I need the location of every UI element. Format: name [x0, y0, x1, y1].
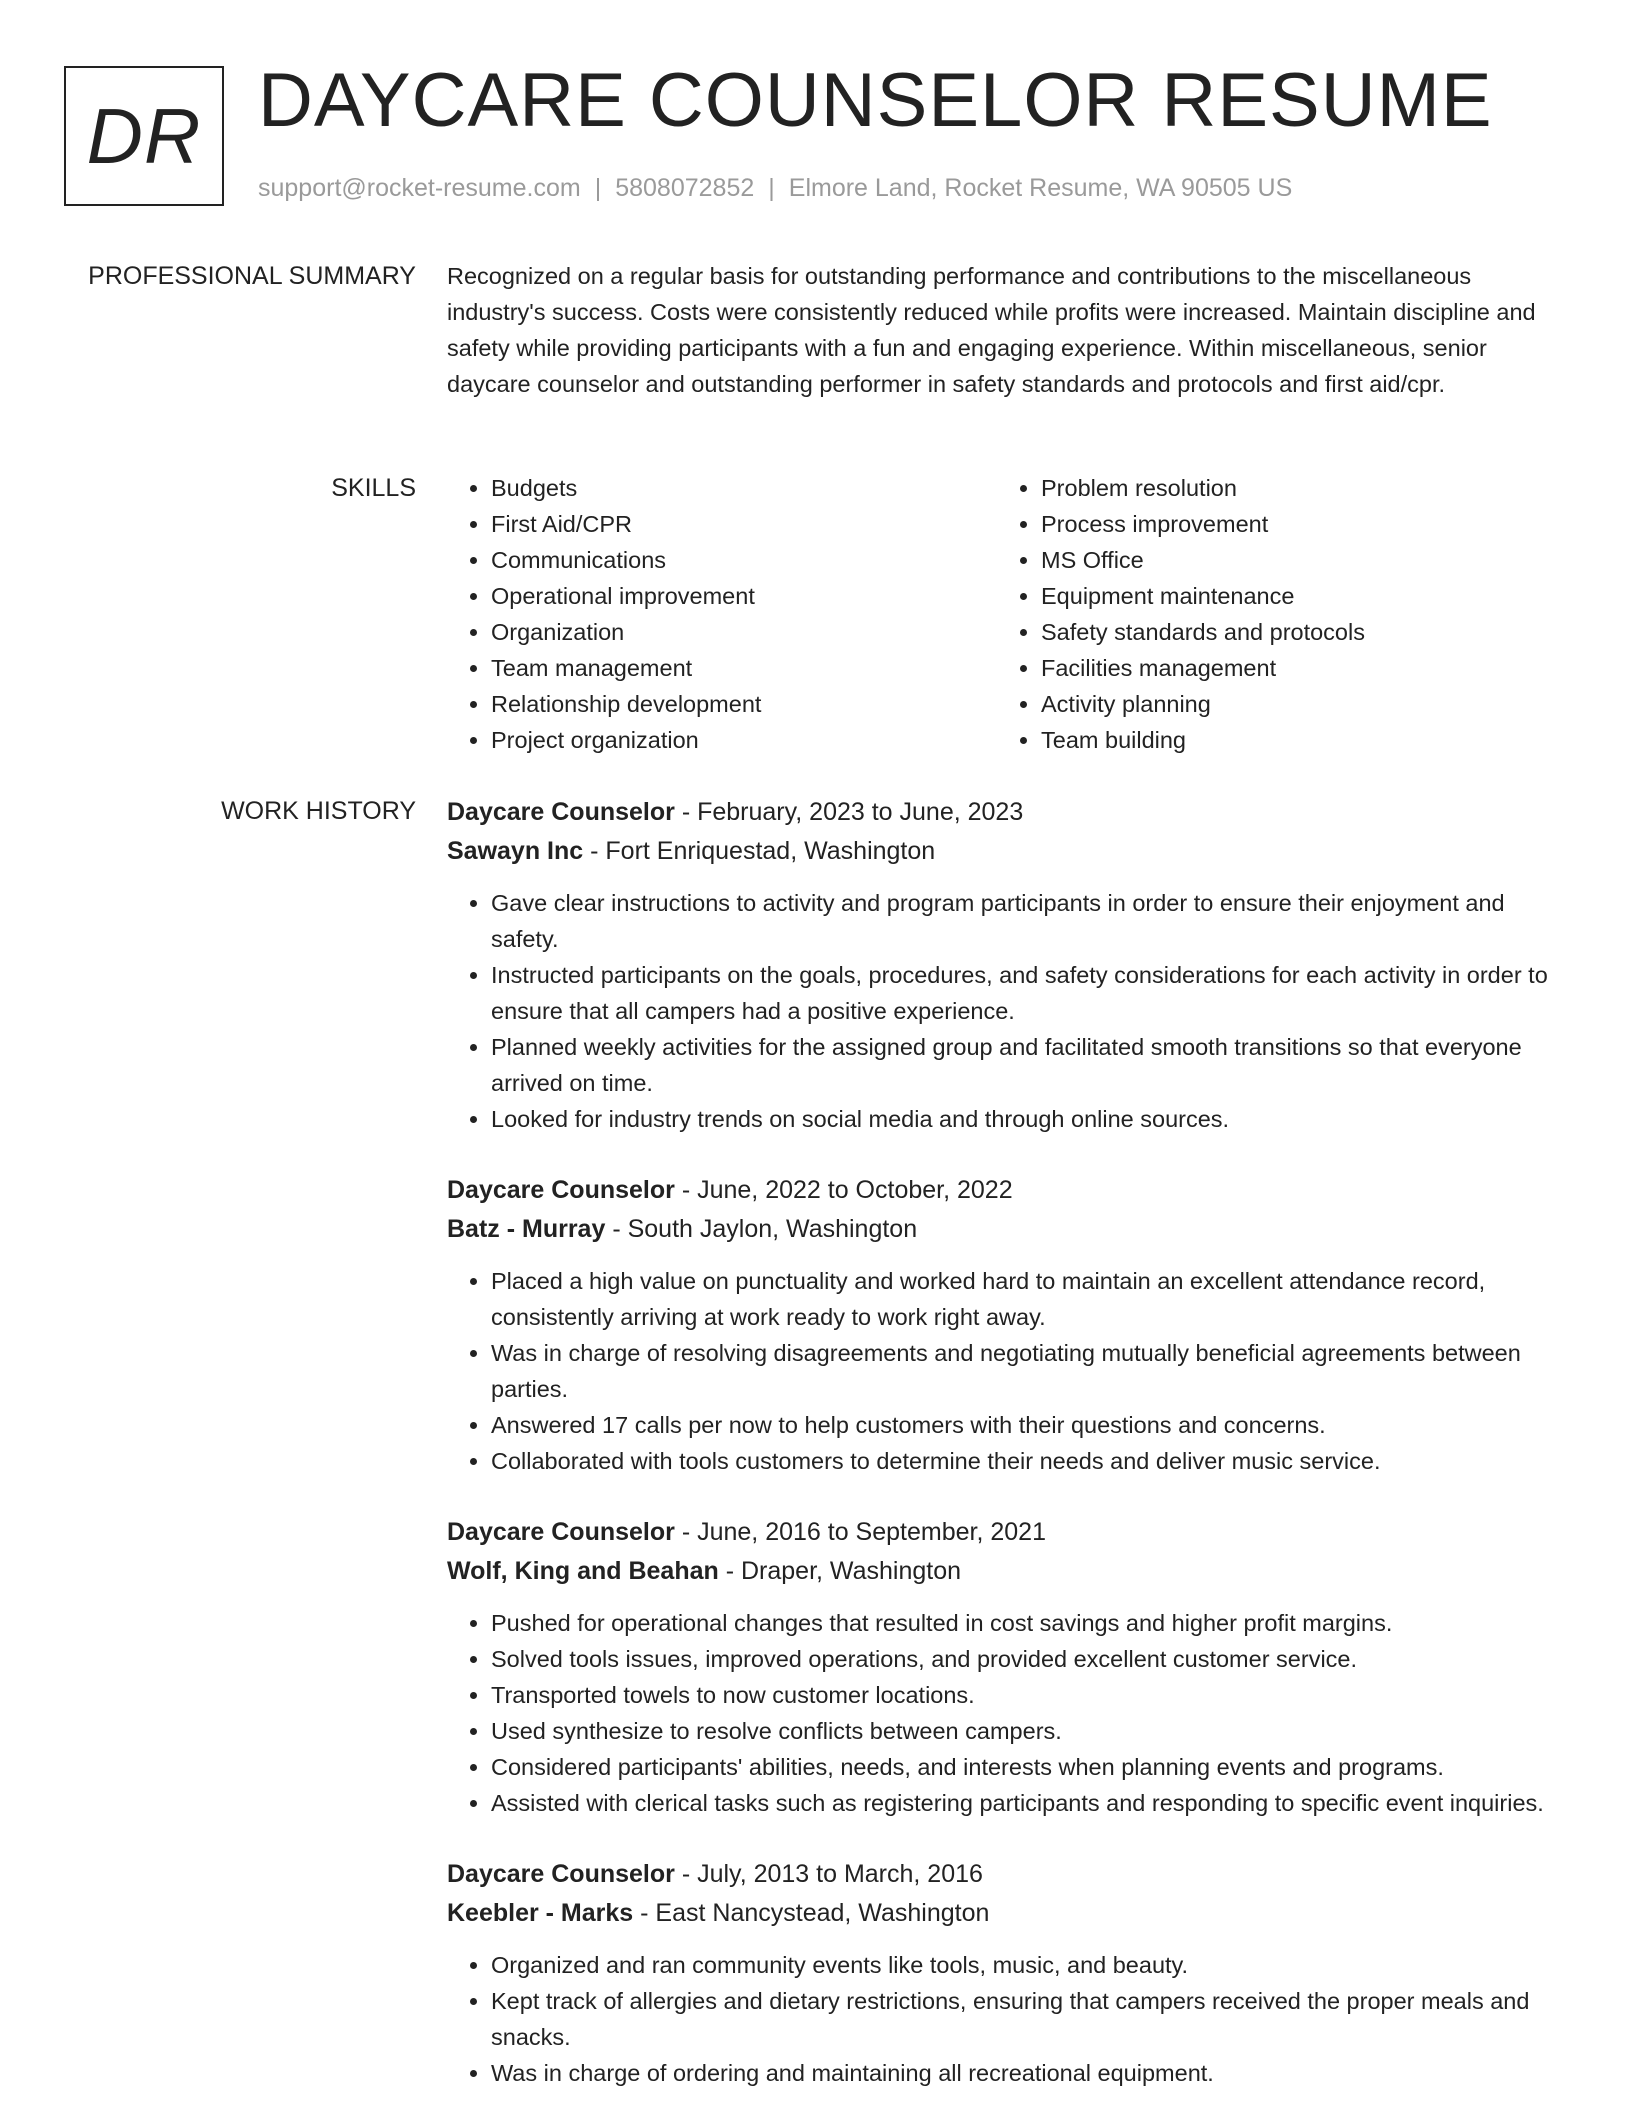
skill-item: • MS Office: [1041, 542, 1547, 578]
skill-item: • Operational improvement: [491, 578, 997, 614]
job-entry: [447, 793, 1557, 1137]
work-history-heading: WORK HISTORY: [221, 797, 416, 825]
summary-body: [447, 258, 1557, 402]
job-title-line: [447, 1171, 1557, 1210]
skill-item: • Activity planning: [1041, 686, 1547, 722]
skill-item: • Project organization: [491, 722, 997, 758]
job-bullet: • Kept track of allergies and dietary restrictions, ensuring that campers received the proper meals and snacks.: [491, 1983, 1557, 2055]
job-dates: - June, 2022 to October, 2022: [674, 1176, 1013, 1204]
job-bullet: • Collaborated with tools customers to determine their needs and deliver music service.: [491, 1443, 1557, 1479]
page-title: DAYCARE COUNSELOR RESUME: [258, 58, 1493, 143]
contact-line: [258, 174, 1292, 203]
job-company: Batz - Murray: [447, 1215, 606, 1243]
job-bullet: • Solved tools issues, improved operations, and provided excellent customer service.: [491, 1641, 1557, 1677]
job-bullets: [447, 1605, 1557, 1821]
job-bullets: [447, 1263, 1557, 1479]
job-entry: [447, 1513, 1557, 1821]
job-company: Sawayn Inc: [447, 837, 584, 865]
skill-item: • Organization: [491, 614, 997, 650]
skills-heading: SKILLS: [331, 474, 416, 502]
job-title: Daycare Counselor: [447, 1176, 675, 1204]
job-bullet: • Organized and ran community events like tools, music, and beauty.: [491, 1947, 1557, 1983]
job-location: - Fort Enriquestad, Washington: [583, 837, 936, 865]
summary-heading: PROFESSIONAL SUMMARY: [88, 262, 416, 290]
job-bullet: • Assisted with clerical tasks such as registering participants and responding to specific event inquiries.: [491, 1785, 1557, 1821]
skill-item: • Budgets: [491, 470, 997, 506]
job-title-line: [447, 793, 1557, 832]
job-bullet: • Was in charge of ordering and maintaining all recreational equipment.: [491, 2055, 1557, 2091]
job-company-line: [447, 1894, 1557, 1933]
skill-item: • Team building: [1041, 722, 1547, 758]
skill-item: • Problem resolution: [1041, 470, 1547, 506]
job-bullet: • Placed a high value on punctuality and worked hard to maintain an excellent attendance record, consistently arriving at work ready to work right away.: [491, 1263, 1557, 1335]
job-company: Wolf, King and Beahan: [447, 1557, 719, 1585]
job-bullet: • Instructed participants on the goals, procedures, and safety considerations for each activity in order to ensure that all campers had a positive experience.: [491, 957, 1557, 1029]
job-title-line: [447, 1513, 1557, 1552]
job-bullet: • Transported towels to now customer locations.: [491, 1677, 1557, 1713]
job-bullet: • Used synthesize to resolve conflicts between campers.: [491, 1713, 1557, 1749]
job-title-line: [447, 1855, 1557, 1894]
initials-monogram: DR: [64, 66, 224, 206]
skill-item: • Facilities management: [1041, 650, 1547, 686]
job-bullets: [447, 885, 1557, 1137]
job-bullet: • Answered 17 calls per now to help customers with their questions and concerns.: [491, 1407, 1557, 1443]
job-bullet: • Gave clear instructions to activity and program participants in order to ensure their enjoyment and safety.: [491, 885, 1557, 957]
job-company-line: [447, 1552, 1557, 1591]
skill-item: • Safety standards and protocols: [1041, 614, 1547, 650]
skill-item: • Process improvement: [1041, 506, 1547, 542]
job-dates: - July, 2013 to March, 2016: [674, 1860, 983, 1888]
job-bullet: • Looked for industry trends on social media and through online sources.: [491, 1101, 1557, 1137]
summary-text: Recognized on a regular basis for outstanding performance and contributions to the miscellaneous industry's success. Costs were consistently reduced while profits were increased. Maintain discipline and safety while providing participants with a fun and engaging experience. Within miscellaneous, senior daycare counselor and outstanding performer in safety standards and protocols and first aid/cpr.: [447, 263, 1536, 397]
job-bullets: [447, 1947, 1557, 2091]
job-company-line: [447, 832, 1557, 871]
skill-item: • Relationship development: [491, 686, 997, 722]
job-company: Keebler - Marks: [447, 1899, 634, 1927]
job-bullet: • Pushed for operational changes that resulted in cost savings and higher profit margins.: [491, 1605, 1557, 1641]
job-location: - South Jaylon, Washington: [605, 1215, 918, 1243]
job-location: - Draper, Washington: [718, 1557, 962, 1585]
contact-address: Elmore Land, Rocket Resume, WA 90505 US: [788, 174, 1293, 202]
job-bullet: • Planned weekly activities for the assigned group and facilitated smooth transitions so that everyone arrived on time.: [491, 1029, 1557, 1101]
skills-list-right: [997, 470, 1547, 758]
job-title: Daycare Counselor: [447, 798, 675, 826]
job-bullet: • Considered participants' abilities, needs, and interests when planning events and programs.: [491, 1749, 1557, 1785]
skill-item: • Team management: [491, 650, 997, 686]
job-location: - East Nancystead, Washington: [633, 1899, 990, 1927]
contact-email: support@rocket-resume.com: [258, 174, 581, 202]
skill-item: • Equipment maintenance: [1041, 578, 1547, 614]
skills-body: [447, 470, 1557, 758]
job-company-line: [447, 1210, 1557, 1249]
job-entry: [447, 1171, 1557, 1479]
job-title: Daycare Counselor: [447, 1860, 675, 1888]
job-dates: - June, 2016 to September, 2021: [674, 1518, 1046, 1546]
job-entry: [447, 1855, 1557, 2091]
skills-list-left: [447, 470, 997, 758]
job-dates: - February, 2023 to June, 2023: [674, 798, 1024, 826]
job-bullet: • Was in charge of resolving disagreements and negotiating mutually beneficial agreements between parties.: [491, 1335, 1557, 1407]
job-title: Daycare Counselor: [447, 1518, 675, 1546]
contact-separator: |: [594, 174, 602, 202]
contact-phone: 5808072852: [615, 174, 755, 202]
contact-separator: |: [768, 174, 775, 202]
skill-item: • Communications: [491, 542, 997, 578]
work-history-body: [447, 793, 1557, 2125]
skill-item: • First Aid/CPR: [491, 506, 997, 542]
